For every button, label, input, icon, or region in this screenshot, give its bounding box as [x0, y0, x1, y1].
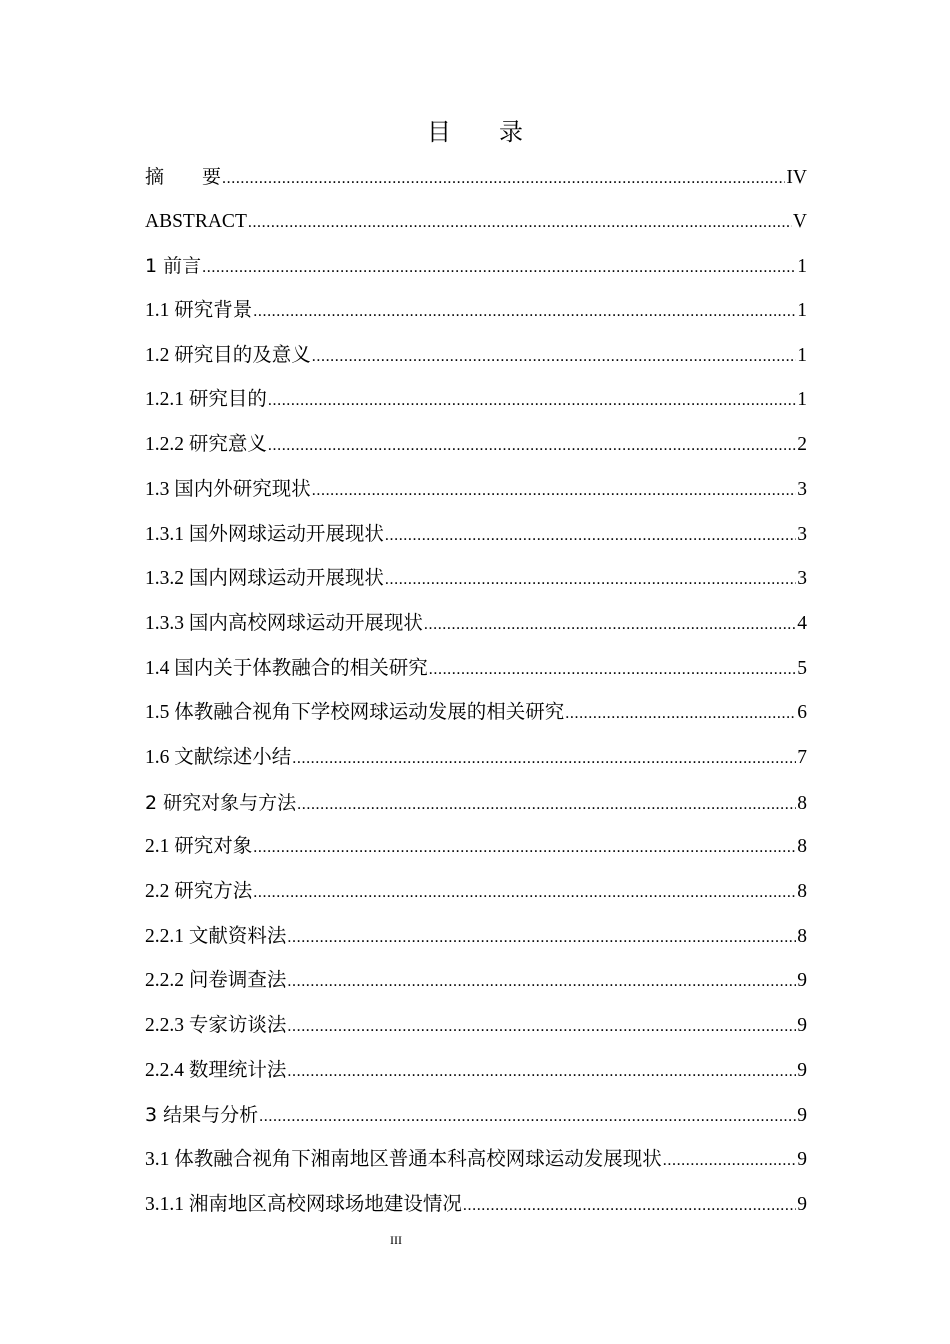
toc-entry-page: 9	[797, 970, 807, 992]
toc-entry[interactable]	[145, 1093, 807, 1138]
toc-entry[interactable]	[145, 289, 807, 334]
toc-entry-page: 9	[797, 1149, 807, 1171]
toc-entry-page: 8	[797, 925, 807, 947]
toc-entry[interactable]	[145, 200, 807, 245]
toc-entry-page: 2	[797, 434, 807, 456]
toc-entry-title: 2.2.3 专家访谈法	[145, 1015, 287, 1037]
toc-dot-leader	[287, 916, 796, 961]
toc-dot-leader	[312, 469, 796, 514]
toc-entry-title: 1.3.3 国内高校网球运动开展现状	[145, 612, 423, 634]
toc-entry-title: 3 结果与分析	[145, 1104, 259, 1127]
toc-dot-leader	[268, 379, 796, 424]
toc-entry-title: ABSTRACT	[145, 210, 247, 232]
toc-entry-title: 1.6 文献综述小结	[145, 746, 292, 768]
toc-dot-leader	[253, 826, 796, 871]
toc-entry-page: 8	[797, 836, 807, 858]
toc-entry-page: 5	[797, 657, 807, 679]
toc-entry-title: 2.2.1 文献资料法	[145, 925, 287, 947]
toc-entry-page: 1	[797, 300, 807, 322]
toc-entry-page: 1	[797, 389, 807, 411]
toc-entry-page: 3	[797, 523, 807, 545]
toc-entry[interactable]	[145, 1183, 807, 1228]
toc-entry[interactable]	[145, 1004, 807, 1049]
toc-entry-title: 1 前言	[145, 255, 202, 278]
toc-dot-leader	[663, 1139, 796, 1184]
toc-entry[interactable]	[145, 378, 807, 423]
toc-dot-leader	[253, 871, 796, 916]
toc-dot-leader	[385, 558, 796, 603]
toc-entry-title: 1.3.1 国外网球运动开展现状	[145, 523, 384, 545]
toc-entry[interactable]	[145, 155, 807, 200]
toc-entry-title: 2.1 研究对象	[145, 836, 253, 858]
toc-entry-title: 2.2 研究方法	[145, 881, 253, 902]
toc-entry-page: 3	[797, 568, 807, 590]
toc-dot-leader	[287, 960, 796, 1005]
table-of-contents	[145, 155, 807, 1228]
toc-entry[interactable]	[145, 736, 807, 781]
toc-entry-page: 9	[797, 1105, 807, 1127]
toc-entry[interactable]	[145, 513, 807, 558]
toc-dot-leader	[253, 290, 796, 335]
toc-entry-title: 1.2.2 研究意义	[145, 434, 267, 456]
toc-entry-page: IV	[786, 167, 807, 188]
toc-entry-title: 1.1 研究背景	[145, 300, 253, 322]
toc-entry-title: 摘 要	[145, 166, 222, 188]
toc-entry[interactable]	[145, 1138, 807, 1183]
toc-dot-leader	[312, 335, 796, 380]
toc-entry[interactable]	[145, 602, 807, 647]
toc-dot-leader	[202, 246, 796, 291]
toc-dot-leader	[268, 424, 796, 469]
page-number: III	[390, 1233, 402, 1247]
toc-dot-leader	[385, 514, 796, 559]
toc-dot-leader	[297, 783, 796, 828]
toc-entry-page: 8	[797, 881, 807, 902]
toc-dot-leader	[424, 603, 796, 648]
toc-entry[interactable]	[145, 915, 807, 960]
toc-entry-title: 2.2.4 数理统计法	[145, 1059, 287, 1081]
toc-entry-page: 3	[797, 478, 807, 500]
toc-entry[interactable]	[145, 334, 807, 379]
toc-entry-page: 1	[797, 256, 807, 278]
toc-dot-leader	[287, 1050, 796, 1095]
toc-entry-page: 1	[797, 344, 807, 366]
toc-entry-title: 3.1 体教融合视角下湘南地区普通本科高校网球运动发展现状	[145, 1149, 662, 1171]
toc-entry[interactable]	[145, 468, 807, 513]
toc-entry-title: 1.3 国内外研究现状	[145, 478, 311, 500]
toc-dot-leader	[222, 157, 785, 202]
toc-dot-leader	[429, 648, 796, 693]
toc-entry-page: V	[792, 210, 807, 232]
toc-dot-leader	[565, 692, 796, 737]
toc-entry-title: 1.3.2 国内网球运动开展现状	[145, 568, 384, 590]
toc-entry-page: 9	[797, 1059, 807, 1081]
toc-entry[interactable]	[145, 1049, 807, 1094]
toc-entry-title: 1.4 国内关于体教融合的相关研究	[145, 657, 428, 679]
toc-entry[interactable]	[145, 423, 807, 468]
toc-entry[interactable]	[145, 691, 807, 736]
toc-entry-page: 8	[797, 792, 807, 814]
toc-entry-title: 1.5 体教融合视角下学校网球运动发展的相关研究	[145, 702, 565, 724]
toc-entry[interactable]	[145, 647, 807, 692]
toc-entry-page: 9	[797, 1193, 807, 1215]
toc-dot-leader	[292, 737, 796, 782]
toc-entry-page: 7	[797, 746, 807, 768]
toc-entry[interactable]	[145, 825, 807, 870]
toc-entry-title: 1.2 研究目的及意义	[145, 344, 311, 366]
toc-dot-leader	[259, 1095, 796, 1140]
toc-title: 目 录	[427, 118, 523, 146]
toc-entry-title: 2 研究对象与方法	[145, 791, 297, 814]
toc-entry-title: 1.2.1 研究目的	[145, 389, 267, 411]
toc-entry-page: 9	[797, 1015, 807, 1037]
toc-entry-title: 3.1.1 湘南地区高校网球场地建设情况	[145, 1193, 462, 1215]
toc-entry-page: 6	[797, 702, 807, 724]
toc-entry[interactable]	[145, 870, 807, 915]
toc-dot-leader	[248, 201, 792, 246]
toc-entry-title: 2.2.2 问卷调查法	[145, 970, 287, 992]
toc-dot-leader	[463, 1184, 796, 1229]
toc-entry[interactable]	[145, 244, 807, 289]
toc-dot-leader	[287, 1005, 796, 1050]
toc-entry[interactable]	[145, 959, 807, 1004]
toc-entry-page: 4	[797, 612, 807, 634]
toc-entry[interactable]	[145, 781, 807, 826]
toc-entry[interactable]	[145, 557, 807, 602]
